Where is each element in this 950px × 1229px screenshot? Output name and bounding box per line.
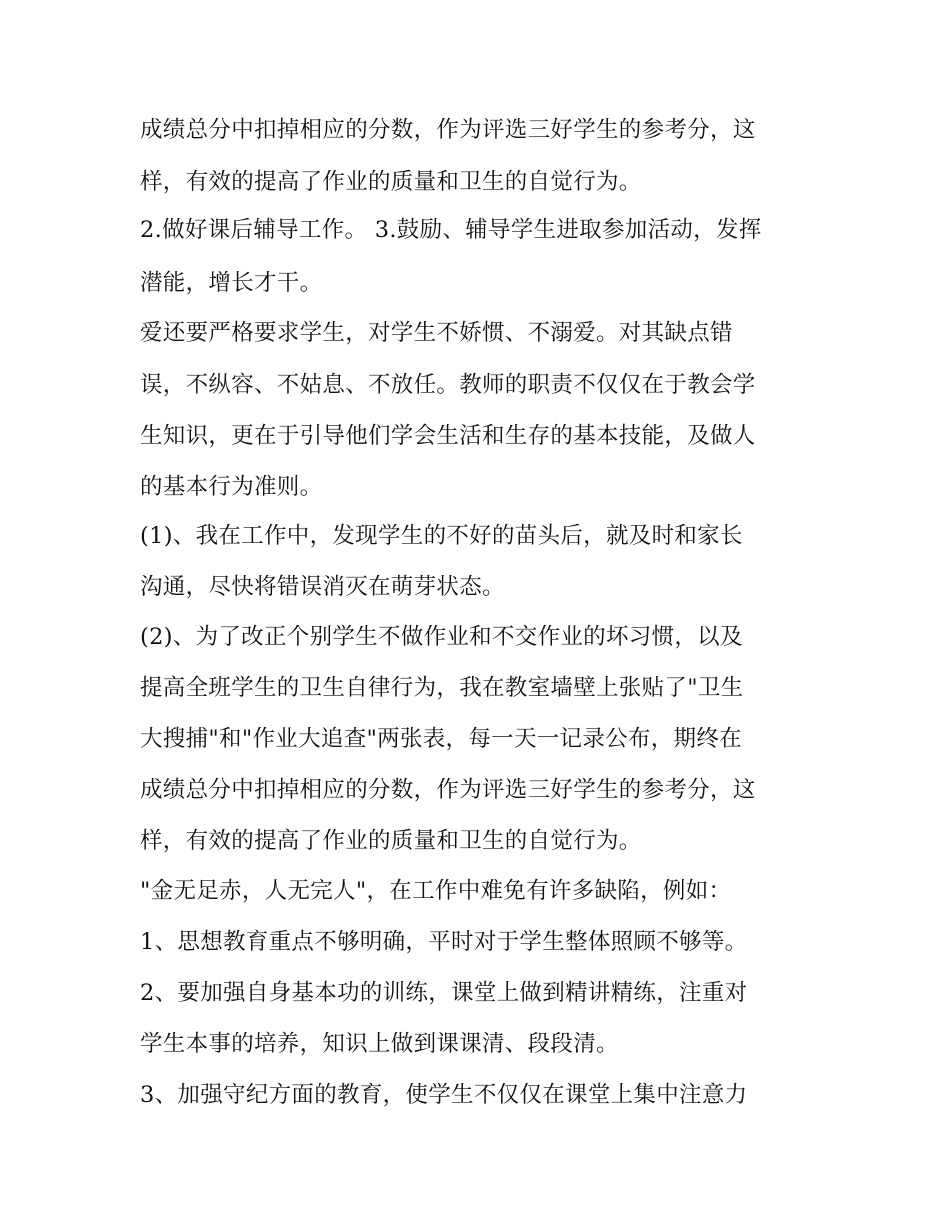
text-line: 的基本行为准则。 [140,474,323,500]
text-line: 提高全班学生的卫生自律行为，我在教室墙壁上张贴了"卫生 [140,675,744,701]
text-line: (2)、为了改正个别学生不做作业和不交作业的坏习惯，以及 [140,624,743,650]
text-line: 学生本事的培养，知识上做到课课清、段段清。 [140,1031,619,1057]
text-line: 样，有效的提高了作业的质量和卫生的自觉行为。 [140,169,642,195]
text-line: 成绩总分中扣掉相应的分数，作为评选三好学生的参考分，这 [140,117,756,143]
text-line: 1、思想教育重点不够明确，平时对于学生整体照顾不够等。 [140,929,748,955]
text-line: 爱还要严格要求学生，对学生不娇惯、不溺爱。对其缺点错 [140,320,733,346]
text-line: 2.做好课后辅导工作。 3.鼓励、辅导学生进取参加活动，发挥 [140,217,762,243]
text-line: 样，有效的提高了作业的质量和卫生的自觉行为。 [140,828,642,854]
text-line: 误，不纵容、不姑息、不放任。教师的职责不仅仅在于教会学 [140,372,756,398]
text-line: 2、要加强自身基本功的训练，课堂上做到精讲精练，注重对 [140,980,748,1006]
text-line: 生知识，更在于引导他们学会生活和生存的基本技能，及做人 [140,423,756,449]
text-line: (1)、我在工作中，发现学生的不好的苗头后，就及时和家长 [140,523,743,549]
text-line: "金无足赤，人无完人"，在工作中难免有许多缺陷，例如： [140,878,732,904]
text-line: 3、加强守纪方面的教育，使学生不仅仅在课堂上集中注意力 [140,1082,748,1108]
text-line: 大搜捕"和"作业大追查"两张表，每一天一记录公布，期终在 [140,726,742,752]
text-line: 成绩总分中扣掉相应的分数，作为评选三好学生的参考分，这 [140,777,756,803]
text-line: 潜能，增长才干。 [140,270,323,296]
text-line: 沟通，尽快将错误消灭在萌芽状态。 [140,574,505,600]
